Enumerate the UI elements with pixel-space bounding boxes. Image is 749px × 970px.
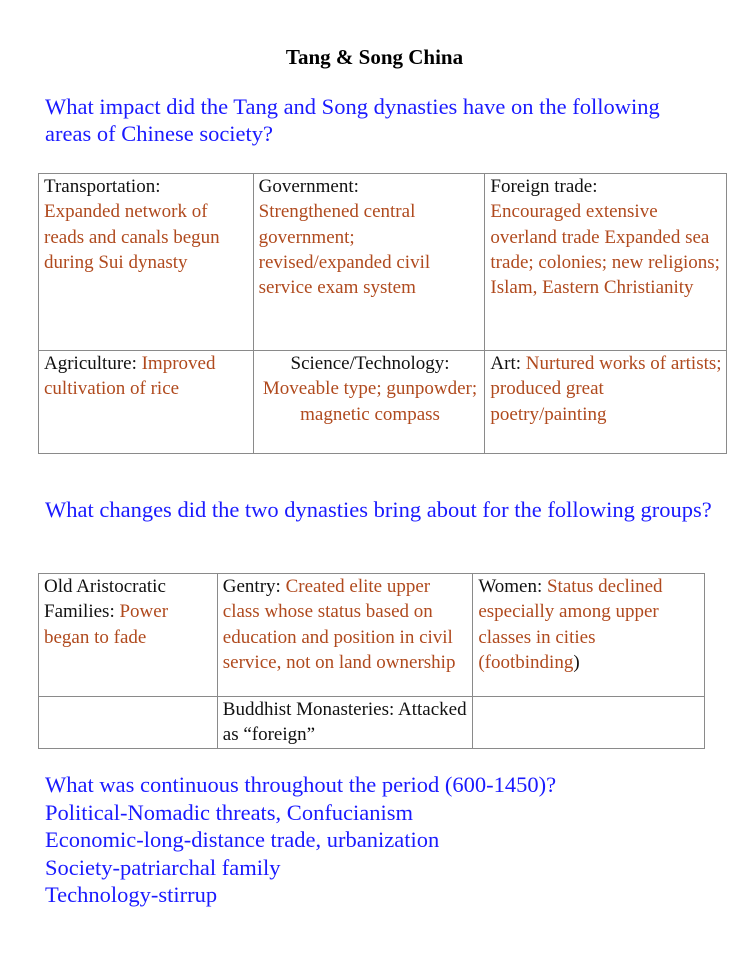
question-impact: What impact did the Tang and Song dynasties have on the following areas of Chinese society?	[45, 94, 660, 146]
cell-empty-2	[473, 697, 705, 749]
cell-art	[485, 351, 727, 454]
answer-women: Status declined especially among upper classes in cities (footbinding	[478, 576, 663, 673]
label-buddhist: Buddhist Monasteries: Attacked as “foreign”	[222, 699, 467, 746]
answer-aristocracy: Power began to fade	[44, 601, 169, 648]
cell-transportation	[39, 174, 254, 351]
continuity-item: Technology-stirrup	[45, 882, 218, 907]
label-science-technology: Science/Technology:	[290, 353, 450, 374]
question-changes: What changes did the two dynasties bring about for the following groups?	[45, 497, 712, 522]
label-foreign-trade: Foreign trade:	[490, 176, 598, 197]
cell-foreign-trade	[485, 174, 727, 351]
answer-foreign-trade: Encouraged extensive overland trade Expanded sea trade; colonies; new religions; Islam, Eastern Christianity	[490, 201, 720, 299]
cell-women	[473, 574, 705, 697]
label-art: Art:	[490, 353, 526, 374]
answer-science-technology: Moveable type; gunpowder; magnetic compass	[262, 378, 478, 425]
answer-government: Strengthened central government; revised/expanded civil service exam system	[258, 201, 431, 299]
continuity-item: Political-Nomadic threats, Confucianism	[45, 799, 414, 825]
label-women: Women:	[478, 576, 547, 597]
answer-women-tail: )	[573, 651, 580, 673]
answer-art: Nurtured works of artists; produced great poetry/painting	[490, 353, 722, 425]
cell-buddhist	[217, 697, 473, 749]
impact-table	[38, 173, 727, 454]
cell-empty-1	[39, 697, 218, 749]
cell-gentry	[217, 574, 473, 697]
answer-agriculture: Improved cultivation of rice	[44, 353, 216, 400]
label-gentry: Gentry:	[222, 576, 286, 597]
page-title: Tang & Song China	[285, 45, 464, 69]
cell-agriculture	[39, 351, 254, 454]
continuity-item: Economic-long-distance trade, urbanization	[45, 827, 440, 852]
cell-aristocracy	[39, 574, 218, 697]
continuity-section	[45, 771, 735, 909]
cell-science-technology	[253, 351, 485, 454]
continuity-item: Society-patriarchal family	[45, 854, 281, 880]
answer-transportation: Expanded network of reads and canals begun during Sui dynasty	[44, 201, 220, 273]
label-aristocracy: Old Aristocratic Families:	[44, 576, 166, 623]
label-agriculture: Agriculture:	[44, 353, 142, 374]
label-government: Government:	[258, 176, 359, 197]
groups-table	[38, 573, 705, 749]
answer-gentry: Created elite upper class whose status based on education and position in civil service, not on land ownership	[222, 576, 456, 673]
question-continuity: What was continuous throughout the period (600-1450)?	[45, 772, 557, 797]
cell-government	[253, 174, 485, 351]
label-transportation: Transportation:	[44, 176, 161, 197]
